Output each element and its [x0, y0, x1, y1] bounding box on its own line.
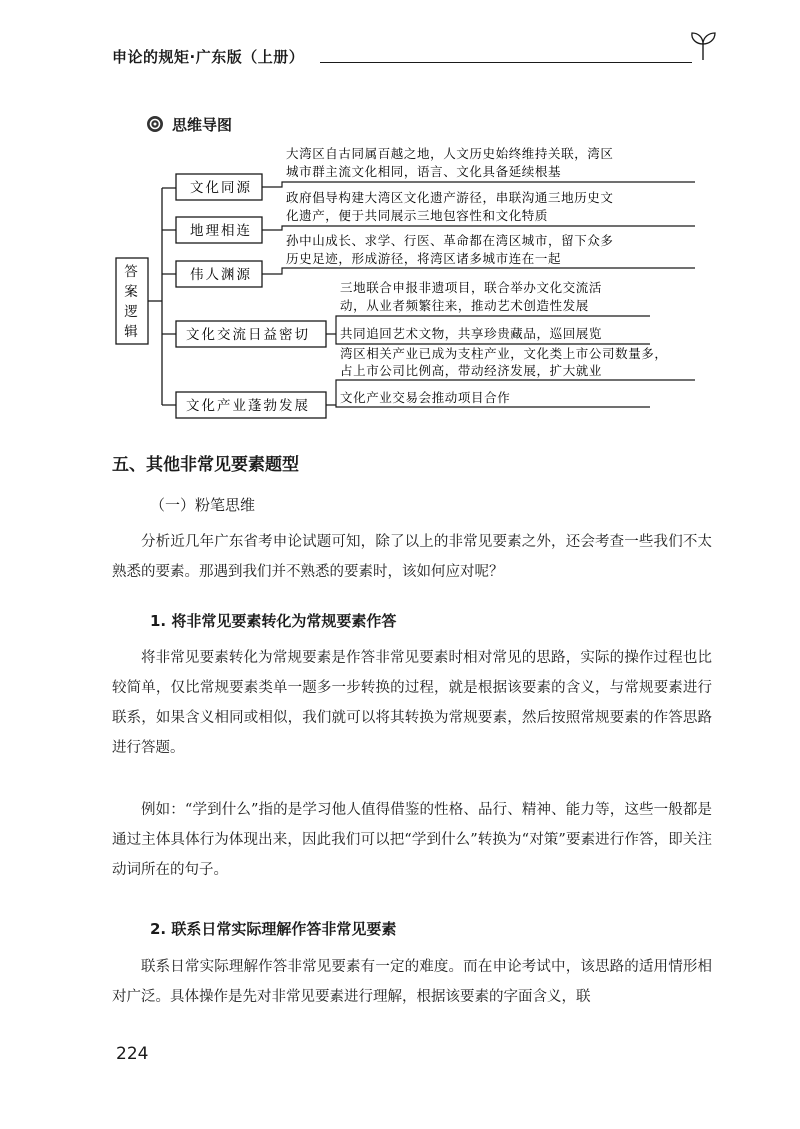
paragraph-2: 例如：“学到什么”指的是学习他人值得借鉴的性格、品行、精神、能力等，这些一般都是通过主体具体行为体现出来，因此我们可以把“学到什么”转换为“对策”要素进行作答，即关注动词所在的句子。: [112, 802, 712, 878]
root-char-4: 辑: [124, 324, 140, 340]
root-char-1: 答: [124, 264, 140, 280]
sprout-icon: [686, 28, 720, 62]
running-header-title: 申论的规矩·广东版（上册）: [112, 48, 305, 66]
subsection-title: （一）粉笔思维: [150, 496, 256, 514]
detail-5-line-3: 文化产业交易会推动项目合作: [340, 390, 511, 405]
intro-paragraph: 分析近几年广东省考申论试题可知，除了以上的非常见要素之外，还会考查一些我们不太熟悉的要素。那遇到我们并不熟悉的要素时，该如何应对呢？: [112, 534, 712, 580]
branch-label-5: 文化产业蓬勃发展: [186, 398, 310, 414]
detail-3-line-2: 历史足迹，形成游径，将湾区诸多城市连在一起: [286, 251, 562, 266]
branch-label-4: 文化交流日益密切: [186, 327, 310, 343]
heading-2: 2. 联系日常实际理解作答非常见要素: [150, 920, 397, 938]
mindmap-title: 思维导图: [172, 116, 233, 134]
root-char-3: 逻: [124, 304, 140, 320]
header-rule: [320, 62, 692, 63]
detail-4-line-3: 共同追回艺术文物，共享珍贵藏品，巡回展览: [340, 326, 603, 341]
paragraph-3: 联系日常实际理解作答非常见要素有一定的难度。而在申论考试中，该思路的适用情形相对广泛。具体操作是先对非常见要素进行理解，根据该要素的字面含义，联: [112, 959, 712, 1005]
detail-4-line-1: 三地联合申报非遗项目，联合举办文化交流活: [340, 280, 603, 295]
detail-2-line-2: 化遗产，便于共同展示三地包容性和文化特质: [286, 208, 549, 223]
detail-2-line-1: 政府倡导构建大湾区文化遗产游径，串联沟通三地历史文: [286, 190, 614, 205]
detail-3-line-1: 孙中山成长、求学、行医、革命都在湾区城市，留下众多: [286, 233, 614, 248]
root-char-2: 案: [124, 284, 140, 300]
detail-4-line-2: 动，从业者频繁往来，推动艺术创造性发展: [340, 298, 589, 313]
mindmap-diagram: [110, 140, 710, 430]
gear-icon: [146, 115, 164, 133]
detail-1-line-2: 城市群主流文化相同，语言、文化具备延续根基: [286, 164, 562, 179]
heading-1: 1. 将非常见要素转化为常规要素作答: [150, 612, 397, 630]
detail-5-line-1: 湾区相关产业已成为支柱产业，文化类上市公司数量多，: [340, 346, 668, 361]
branch-label-3: 伟人渊源: [190, 267, 252, 283]
detail-5-line-2: 占上市公司比例高，带动经济发展，扩大就业: [340, 363, 603, 378]
detail-1-line-1: 大湾区自古同属百越之地，人文历史始终维持关联，湾区: [286, 146, 614, 161]
section-title: 五、其他非常见要素题型: [112, 455, 299, 475]
page-number: 224: [116, 1044, 149, 1064]
paragraph-1: 将非常见要素转化为常规要素是作答非常见要素时相对常见的思路，实际的操作过程也比较简单，仅比常规要素类单一题多一步转换的过程，就是根据该要素的含义，与常规要素进行联系，如果含义相同或相似，我们就可以将其转换为常规要素，然后按照常规要素的作答思路进行答题。: [112, 650, 712, 756]
branch-label-1: 文化同源: [190, 180, 252, 196]
branch-label-2: 地理相连: [190, 223, 252, 239]
